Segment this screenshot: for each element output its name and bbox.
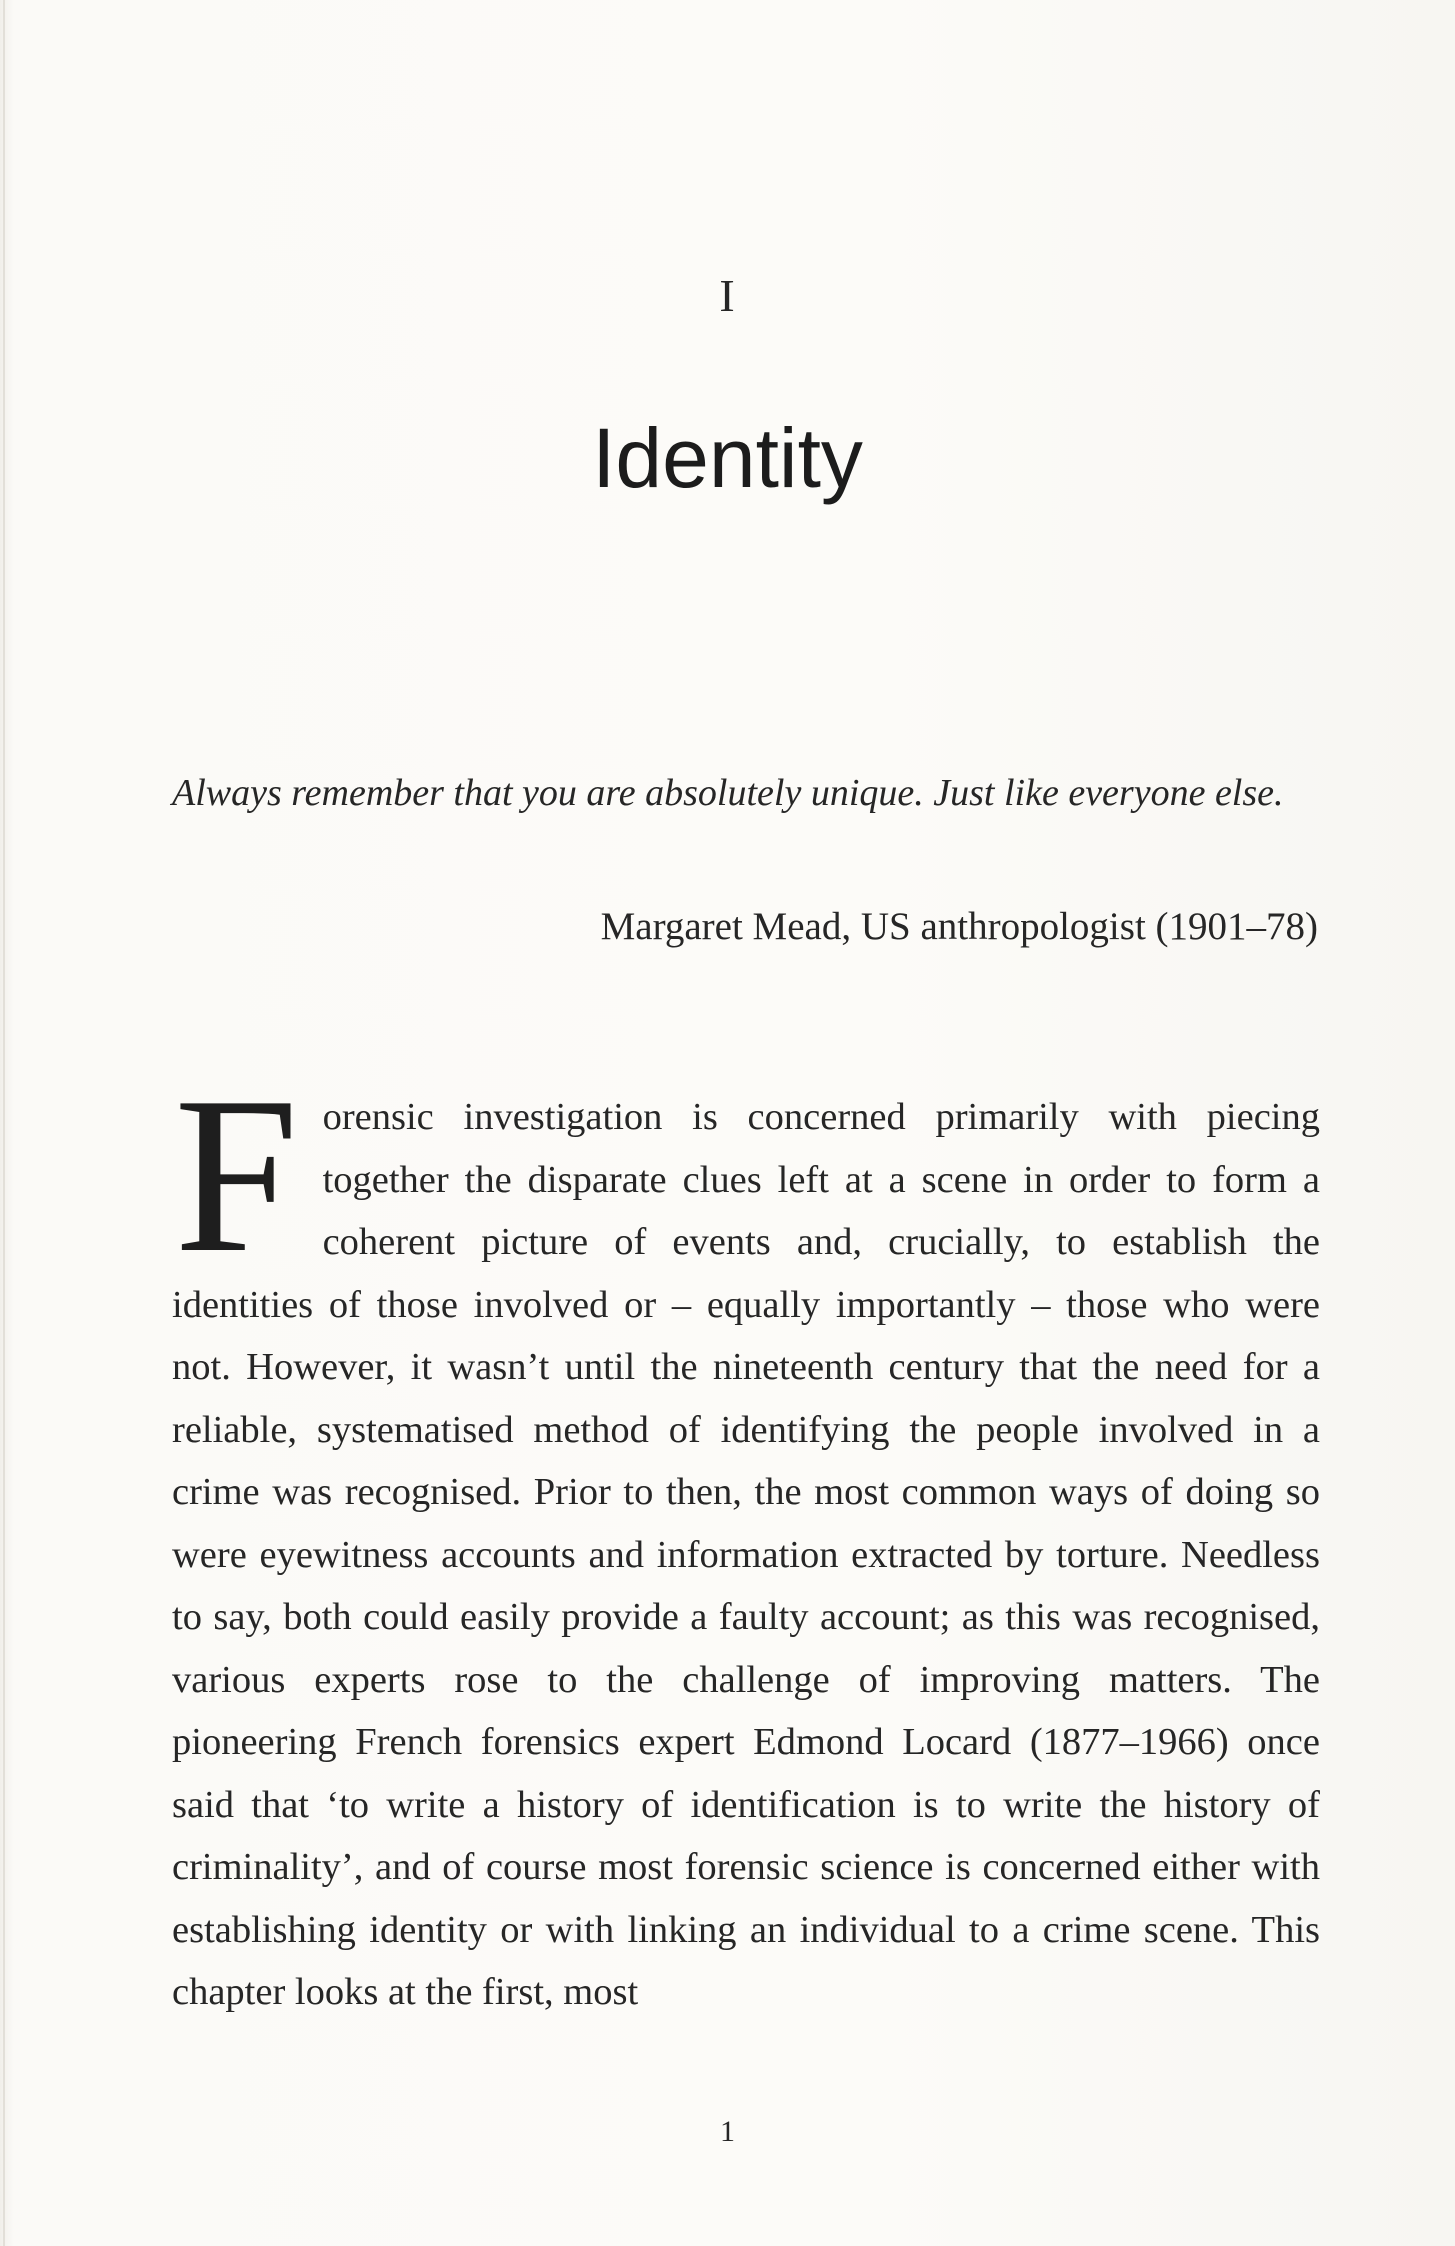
body-paragraph (172, 1051, 1320, 2024)
chapter-title: Identity (592, 411, 863, 505)
drop-cap: F (174, 1051, 299, 1299)
page-number: 1 (720, 2115, 735, 2148)
chapter-number: I (719, 270, 736, 321)
epigraph-quote: Always remember that you are absolutely unique. Just like everyone else. (172, 772, 1284, 814)
epigraph-attribution: Margaret Mead, US anthropologist (1901–78) (600, 905, 1318, 948)
body-paragraph-text: orensic investigation is concerned primarily with piecing together the disparate clues left at a scene in order to form a coherent picture of events and, crucially, to establish the identities of those involved or – equally importantly – those who were not. However, it wasn’t until the nineteenth century that the need for a reliable, systematised method of identifying the people involved in a crime was recognised. Prior to then, the most common ways of doing so were eyewitness accounts and information extracted by torture. Needless to say, both could easily provide a faulty account; as this was recognised, various experts rose to the challenge of improving matters. The pioneering French forensics expert Edmond Locard (1877–1966) once said that ‘to write a history of identification is to write the history of criminality’, and of course most forensic science is concerned either with establishing identity or with linking an individual to a crime scene. This chapter looks at the first, most (172, 1096, 1320, 2013)
page-gutter-edge (3, 0, 5, 2246)
